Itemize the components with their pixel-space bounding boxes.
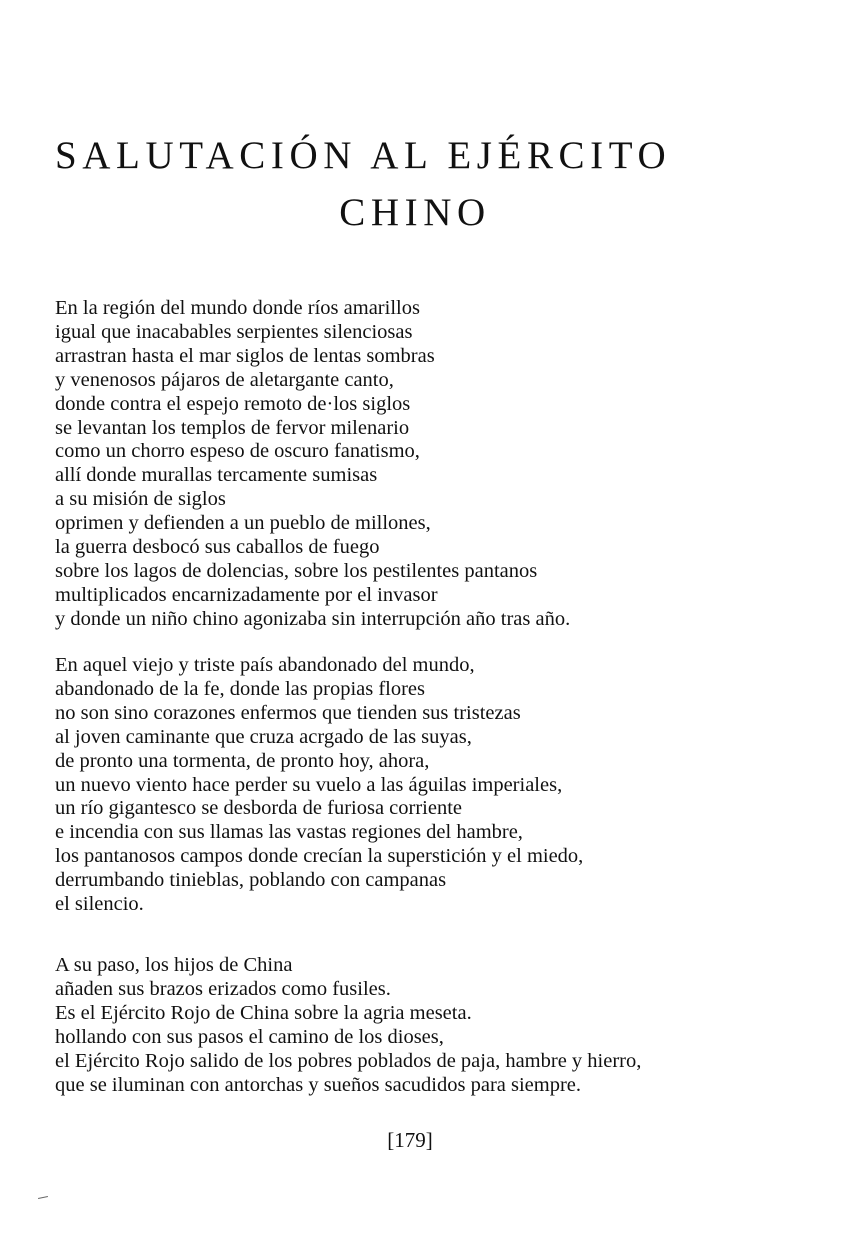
stanza-3 (55, 954, 815, 1097)
stanza-2 (55, 654, 815, 917)
poem-title-line-2: CHINO (339, 191, 491, 234)
verse-line: allí donde murallas tercamente sumisas (55, 464, 378, 487)
verse-line: hollando con sus pasos el camino de los dioses, (55, 1025, 444, 1048)
stanza-1 (55, 297, 815, 632)
verse-line: añaden sus brazos erizados como fusiles. (55, 977, 391, 1000)
verse-line: arrastran hasta el mar siglos de lentas sombras (55, 344, 435, 367)
verse-line: como un chorro espeso de oscuro fanatismo, (55, 440, 420, 463)
verse-line: el silencio. (55, 893, 144, 916)
verse-line: y venenosos pájaros de aletargante canto, (55, 368, 394, 391)
verse-line: el Ejército Rojo salido de los pobres poblados de paja, hambre y hierro, (55, 1049, 642, 1072)
scan-speck (38, 1196, 48, 1199)
verse-line: y donde un niño chino agonizaba sin interrupción año tras año. (55, 607, 571, 630)
verse-line: de pronto una tormenta, de pronto hoy, ahora, (55, 749, 430, 772)
verse-line: igual que inacabables serpientes silenciosas (55, 320, 413, 343)
verse-line: se levantan los templos de fervor milenario (55, 416, 410, 439)
verse-line: derrumbando tinieblas, poblando con campanas (55, 869, 447, 892)
verse-line: En aquel viejo y triste país abandonado del mundo, (55, 654, 475, 676)
verse-line: multiplicados encarnizadamente por el invasor (55, 583, 438, 606)
verse-line: la guerra desbocó sus caballos de fuego (55, 536, 380, 559)
verse-line: A su paso, los hijos de China (55, 954, 293, 976)
page-number: [179] (387, 1128, 433, 1152)
verse-line: un nuevo viento hace perder su vuelo a las águilas imperiales, (55, 773, 563, 796)
verse-line: e incendia con sus llamas las vastas regiones del hambre, (55, 821, 523, 844)
verse-line: a su misión de siglos (55, 488, 226, 511)
verse-line: Es el Ejército Rojo de China sobre la agria meseta. (55, 1001, 472, 1024)
verse-line: donde contra el espejo remoto de·los siglos (55, 392, 411, 415)
verse-line: oprimen y defienden a un pueblo de millones, (55, 512, 431, 535)
verse-line: los pantanosos campos donde crecían la superstición y el miedo, (55, 845, 584, 868)
verse-line: En la región del mundo donde ríos amarillos (55, 297, 420, 319)
verse-line: abandonado de la fe, donde las propias flores (55, 677, 426, 700)
verse-line: que se iluminan con antorchas y sueños sacudidos para siempre. (55, 1073, 582, 1096)
verse-line: un río gigantesco se desborda de furiosa corriente (55, 797, 463, 820)
poem-title-line-1: SALUTACIÓN AL EJÉRCITO (55, 134, 672, 177)
verse-line: sobre los lagos de dolencias, sobre los pestilentes pantanos (55, 559, 538, 582)
verse-line: no son sino corazones enfermos que tienden sus tristezas (55, 701, 521, 724)
verse-line: al joven caminante que cruza acrgado de las suyas, (55, 725, 472, 748)
